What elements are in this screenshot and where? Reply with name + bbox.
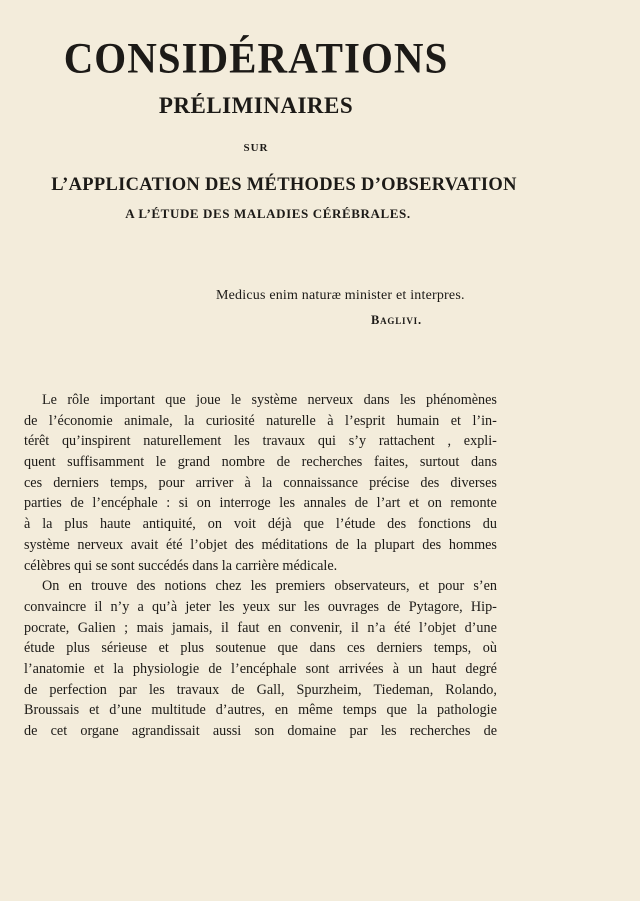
body-line: ces derniers temps, pour arriver à la connaissance précise des diverses: [24, 474, 497, 491]
body-line: Le rôle important que joue le système nerveux dans les phénomènes: [42, 392, 497, 408]
body-text: [24, 390, 497, 742]
sur-word: SUR: [243, 142, 269, 154]
epigraph-author: Baglivi.: [371, 313, 422, 327]
body-line: Broussais et d’une multitude d’autres, en même temps que la pathologie: [24, 702, 497, 719]
page-title: CONSIDÉRATIONS: [63, 33, 449, 83]
heading-line-2: A L’ÉTUDE DES MALADIES CÉRÉBRALES.: [125, 206, 411, 221]
body-line: convaincre il n’y a qu’à jeter les yeux sur les ouvrages de Pytagore, Hip-: [24, 598, 497, 615]
body-line: système nerveux avait été l’objet des méditations de la plupart des hommes: [24, 536, 497, 553]
body-line: On en trouve des notions chez les premiers observateurs, et pour s’en: [42, 578, 497, 595]
body-line: l’anatomie et la physiologie de l’encéphale sont arrivées à un haut degré: [24, 660, 497, 677]
heading-line-1: L’APPLICATION DES MÉTHODES D’OBSERVATION: [51, 175, 517, 195]
body-line: étude plus sérieuse et plus soutenue que dans ces derniers temps, où: [24, 640, 497, 657]
body-line: parties de l’encéphale : si on interroge les annales de l’art et on remonte: [24, 495, 497, 512]
body-line: pocrate, Galien ; mais jamais, il faut en convenir, il n’a été l’objet d’une: [24, 619, 497, 636]
body-line: térêt qu’inspirent naturellement les travaux qui s’y rattachent , expli-: [24, 433, 497, 450]
body-line: de cet organe agrandissait aussi son domaine par les recherches de: [24, 723, 497, 739]
body-line: quent suffisamment le grand nombre de recherches faites, surtout dans: [24, 454, 497, 471]
epigraph-text: Medicus enim naturæ minister et interpres.: [216, 288, 465, 303]
body-line: à la plus haute antiquité, on voit déjà que l’étude des fonctions du: [24, 516, 497, 533]
page-subtitle: PRÉLIMINAIRES: [158, 93, 354, 118]
body-line: de perfection par les travaux de Gall, Spurzheim, Tiedeman, Rolando,: [24, 681, 497, 698]
body-line: de l’économie animale, la curiosité naturelle à l’esprit humain et l’in-: [24, 412, 497, 429]
body-line: célèbres qui se sont succédés dans la carrière médicale.: [24, 557, 338, 574]
